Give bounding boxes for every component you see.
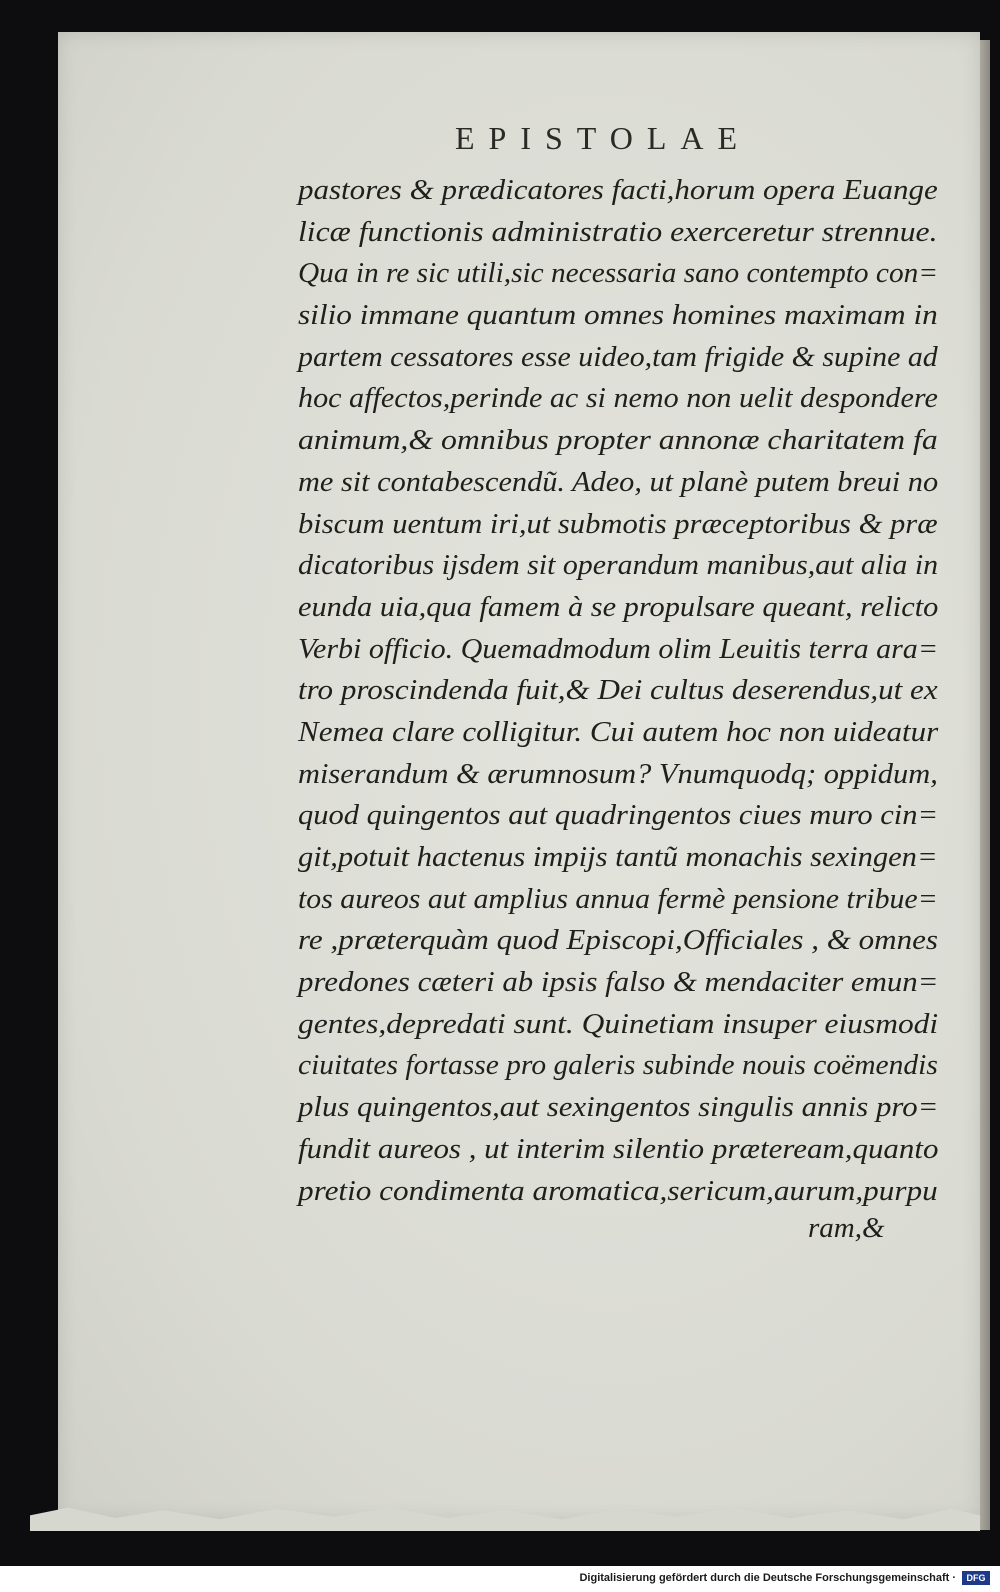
text-line: ciuitates fortasse pro galeris subinde nouis coëmendis (298, 1049, 938, 1082)
text-line: plus quingentos,aut sexingentos singulis annis pro= (298, 1091, 939, 1124)
text-line: eunda uia,qua famem à se propulsare queant, relicto (298, 590, 939, 623)
text-line: partem cessatores esse uideo,tam frigide & supine ad (298, 340, 938, 373)
text-line: Qua in re sic utili,sic necessaria sano contempto con= (298, 257, 939, 290)
text-line: Verbi officio. Quemadmodum olim Leuitis terra ara= (298, 632, 939, 665)
text-line: silio immane quantum omnes homines maximam in (298, 299, 938, 332)
text-line: tos aureos aut amplius annua fermè pensione tribue= (298, 882, 938, 915)
text-line: gentes,depredati sunt. Quinetiam insuper eiusmodi (298, 1007, 939, 1040)
text-line: biscum uentum iri,ut submotis præceptoribus & præ (298, 507, 938, 540)
funding-note: Digitalisierung gefördert durch die Deutsche Forschungsgemeinschaft · (579, 1572, 956, 1584)
text-line: Nemea clare colligitur. Cui autem hoc non uideatur (298, 715, 939, 748)
text-line: tro proscindenda fuit,& Dei cultus deserendus,ut ex (298, 674, 938, 707)
running-head: EPISTOLAE (455, 120, 752, 156)
text-line: git,potuit hactenus impijs tantũ monachis sexingen= (298, 841, 938, 873)
text-line: pretio condimenta aromatica,sericum,aurum,purpu (298, 1174, 938, 1207)
text-line: fundit aureos , ut interim silentio præteream,quanto (298, 1132, 939, 1165)
text-line: re ,præterquàm quod Episcopi,Officiales , & omnes (298, 924, 938, 957)
dfg-logo: DFG (962, 1571, 990, 1585)
text-line: predones cæteri ab ipsis falso & mendaciter emun= (298, 966, 939, 999)
body-text (298, 170, 943, 1212)
text-line: me sit contabescendũ. Adeo, ut planè putem breui no (298, 465, 939, 498)
text-line: dicatoribus ijsdem sit operandum manibus,aut alia in (298, 549, 939, 582)
text-line: licæ functionis administratio exerceretur strennue. (298, 215, 938, 248)
text-line: quod quingentos aut quadringentos ciues muro cin= (298, 799, 939, 832)
text-line: hoc affectos,perinde ac si nemo non uelit despondere (298, 382, 938, 415)
text-line: miserandum & ærumnosum? Vnumquodq; oppidum, (298, 757, 938, 790)
catchword: ram,& (808, 1212, 885, 1244)
text-line: pastores & prædicatores facti,horum opera Euange (298, 174, 938, 206)
text-line: animum,& omnibus propter annonæ charitatem fa (298, 424, 938, 457)
